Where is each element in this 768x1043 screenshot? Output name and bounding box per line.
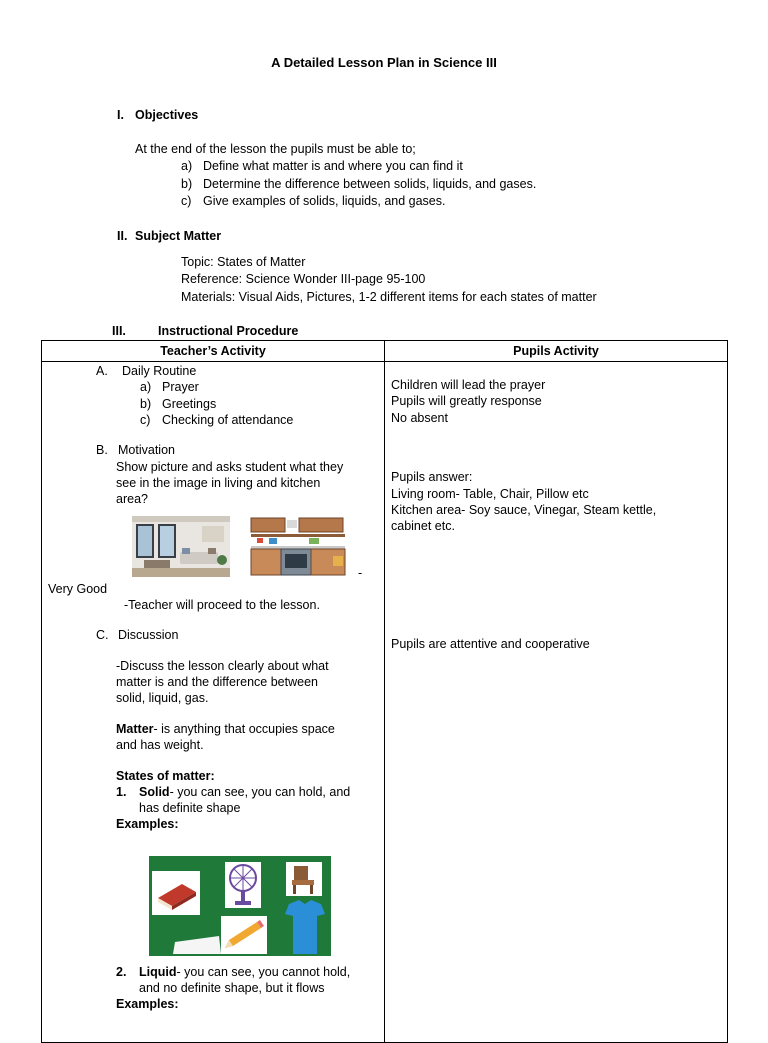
motivation-line-2: see in the image in living and kitchen: [116, 476, 321, 490]
discussion-heading: Discussion: [118, 628, 179, 642]
matter-def-line-2: and has weight.: [116, 738, 204, 752]
kitchen-image: [249, 516, 347, 577]
subject-numeral: II.: [117, 229, 128, 243]
solid-examples-image: [149, 856, 331, 956]
routine-heading: Daily Routine: [122, 364, 197, 378]
subject-heading: Subject Matter: [135, 229, 222, 243]
objective-mark-b: b): [181, 177, 193, 191]
teacher-activity-cell: [42, 362, 385, 1043]
objective-mark-c: c): [181, 194, 192, 208]
pupils-living-room: Living room- Table, Chair, Pillow etc: [391, 487, 589, 501]
motivation-mark: B.: [96, 443, 108, 457]
routine-mark: A.: [96, 364, 108, 378]
teacher-column-header: Teacher’s Activity: [42, 341, 385, 362]
objective-mark-a: a): [181, 159, 193, 173]
solid-def-line-2: has definite shape: [139, 801, 241, 815]
discussion-line-2: matter is and the difference between: [116, 675, 318, 689]
subject-materials: Materials: Visual Aids, Pictures, 1-2 different items for each states of matter: [181, 290, 597, 304]
liquid-definition: [139, 964, 350, 980]
discussion-line-3: solid, liquid, gas.: [116, 691, 209, 705]
pupils-column-header: Pupils Activity: [385, 341, 728, 362]
proceed-text: -Teacher will proceed to the lesson.: [124, 598, 320, 612]
solid-def-line-1: - you can see, you can hold, and: [169, 785, 351, 799]
pupils-attentive: Pupils are attentive and cooperative: [391, 637, 590, 651]
pupils-activity-cell: [385, 362, 728, 1043]
subject-reference: Reference: Science Wonder III-page 95-100: [181, 272, 426, 286]
pupils-response: Pupils will greatly response: [391, 394, 542, 408]
motivation-line-3: area?: [116, 492, 148, 506]
routine-item-attendance: Checking of attendance: [162, 413, 294, 427]
procedure-table: [41, 340, 728, 1043]
procedure-heading: Instructional Procedure: [158, 324, 299, 338]
liquid-term: Liquid: [139, 965, 177, 979]
objective-item-a: Define what matter is and where you can find it: [203, 159, 463, 173]
pupils-absent: No absent: [391, 411, 448, 425]
routine-mark-a: a): [140, 380, 152, 394]
objectives-numeral: I.: [117, 108, 124, 122]
solid-term: Solid: [139, 785, 170, 799]
objectives-intro: At the end of the lesson the pupils must be able to;: [135, 142, 416, 156]
routine-item-prayer: Prayer: [162, 380, 199, 394]
solid-number: 1.: [116, 785, 127, 799]
very-good-text: Very Good: [48, 582, 108, 596]
matter-definition: [116, 721, 335, 737]
liquid-def-line-1: - you can see, you cannot hold,: [176, 965, 351, 979]
solid-definition: [139, 784, 350, 800]
objective-item-b: Determine the difference between solids, liquids, and gases.: [203, 177, 537, 191]
states-heading: States of matter:: [116, 769, 215, 783]
motivation-line-1: Show picture and asks student what they: [116, 460, 344, 474]
routine-item-greetings: Greetings: [162, 397, 217, 411]
page-title: A Detailed Lesson Plan in Science III: [271, 55, 497, 70]
living-room-image: [132, 516, 230, 577]
discussion-line-1: -Discuss the lesson clearly about what: [116, 659, 329, 673]
procedure-numeral: III.: [112, 324, 126, 338]
pupils-prayer: Children will lead the prayer: [391, 378, 546, 392]
discussion-mark: C.: [96, 628, 109, 642]
objectives-heading: Objectives: [135, 108, 199, 122]
matter-term: Matter: [116, 722, 154, 736]
liquid-number: 2.: [116, 965, 127, 979]
routine-mark-c: c): [140, 413, 151, 427]
objective-item-c: Give examples of solids, liquids, and gases.: [203, 194, 446, 208]
pupils-kitchen-line-1: Kitchen area- Soy sauce, Vinegar, Steam kettle,: [391, 503, 657, 517]
liquid-examples-label: Examples:: [116, 997, 179, 1011]
motivation-heading: Motivation: [118, 443, 175, 457]
pupils-kitchen-line-2: cabinet etc.: [391, 519, 455, 533]
motivation-dash: -: [358, 566, 363, 580]
subject-topic: Topic: States of Matter: [181, 255, 306, 269]
matter-def-line-1: - is anything that occupies space: [153, 722, 335, 736]
pupils-answer: Pupils answer:: [391, 470, 473, 484]
solid-examples-label: Examples:: [116, 817, 179, 831]
routine-mark-b: b): [140, 397, 152, 411]
liquid-def-line-2: and no definite shape, but it flows: [139, 981, 325, 995]
